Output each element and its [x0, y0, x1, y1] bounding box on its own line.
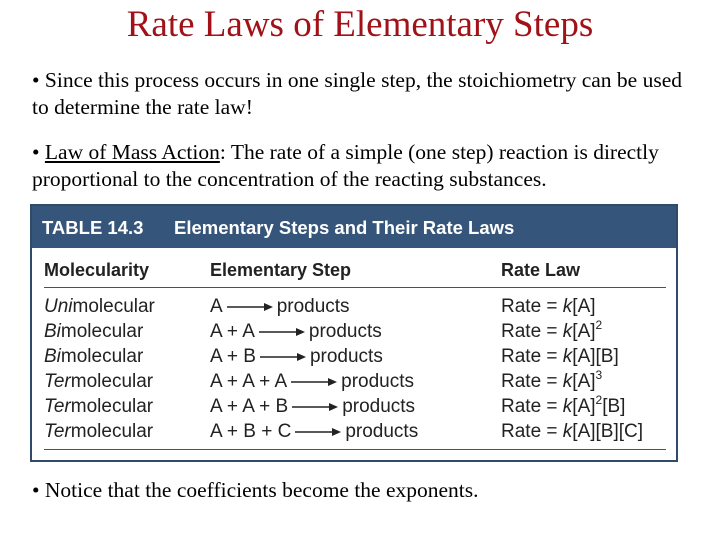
- column-header-molecularity: Molecularity: [44, 260, 150, 280]
- rate-concentration: [A]: [572, 296, 596, 317]
- rate-label: Rate =: [501, 371, 563, 392]
- column-header-rate-law: Rate Law: [501, 260, 581, 280]
- table-title: Elementary Steps and Their Rate Laws: [174, 217, 515, 238]
- molecularity-prefix: Ter: [44, 396, 71, 417]
- molecularity-suffix: molecular: [70, 371, 154, 392]
- rate-law-cell: [501, 393, 626, 418]
- molecularity-suffix: molecular: [60, 321, 144, 342]
- reaction-arrow-icon: [291, 377, 337, 387]
- molecularity-cell: [44, 421, 153, 443]
- reaction-arrow-icon: [259, 327, 305, 337]
- rate-exponent: 2: [595, 393, 603, 407]
- reaction-arrow-icon: [295, 427, 341, 437]
- molecularity-suffix: molecular: [72, 296, 155, 317]
- product: products: [309, 346, 383, 367]
- table-header-rule: [44, 287, 666, 288]
- rate-exponent: 3: [595, 368, 603, 382]
- bullet-marker: •: [32, 140, 45, 164]
- law-of-mass-action-text: : The rate of a simple (one step) reaction is directly proportional to the concentration of the reacting substances.: [32, 140, 659, 191]
- rate-label: Rate =: [501, 296, 563, 317]
- elementary-step-cell: [210, 371, 414, 393]
- rate-constant: k: [562, 346, 573, 367]
- rate-concentration: [A]: [572, 396, 596, 417]
- rate-concentration: [A]: [572, 321, 596, 342]
- molecularity-cell: [44, 396, 153, 418]
- molecularity-cell: [44, 346, 143, 368]
- molecularity-cell: [44, 321, 143, 343]
- table-header-bar: [32, 206, 676, 248]
- table-row: [32, 318, 676, 346]
- table-row: [32, 393, 676, 421]
- elementary-step-cell: [210, 421, 418, 443]
- reactants: A + A + B: [210, 396, 289, 417]
- product: products: [342, 396, 416, 417]
- molecularity-prefix: Bi: [44, 321, 61, 342]
- table-row: [32, 296, 676, 321]
- rate-law-cell: [501, 421, 643, 443]
- rate-law-cell: [501, 346, 619, 368]
- rate-constant: k: [562, 371, 573, 392]
- reaction-arrow-icon: [292, 402, 338, 412]
- elementary-step-cell: [210, 396, 415, 418]
- molecularity-suffix: molecular: [70, 396, 154, 417]
- rate-tail: [B]: [602, 396, 626, 417]
- molecularity-prefix: Ter: [44, 421, 71, 442]
- bullet-stoichiometry: • Since this process occurs in one single step, the stoichiometry can be used to determine the rate law!: [32, 68, 682, 119]
- reaction-arrow-icon: [227, 302, 273, 312]
- reactants: A + A + A: [210, 371, 288, 392]
- rate-label: Rate =: [501, 346, 563, 367]
- column-header-elementary-step: Elementary Step: [210, 260, 352, 280]
- rate-law-cell: [501, 318, 603, 343]
- table-body: [32, 296, 676, 446]
- bullet-law-of-mass-action: [32, 139, 692, 193]
- molecularity-suffix: molecular: [60, 346, 144, 367]
- reactants: A + B + C: [210, 421, 292, 442]
- reactants: A + B: [210, 346, 256, 367]
- rate-exponent: 2: [595, 318, 603, 332]
- rate-law-table: [30, 204, 678, 462]
- reactants: A: [210, 296, 223, 317]
- rate-concentration: [A]: [572, 371, 596, 392]
- rate-label: Rate =: [501, 321, 563, 342]
- table-row: [32, 346, 676, 371]
- rate-label: Rate =: [501, 421, 563, 442]
- elementary-step-cell: [210, 321, 382, 343]
- reaction-arrow-icon: [260, 352, 306, 362]
- table-row: [32, 421, 676, 446]
- molecularity-suffix: molecular: [70, 421, 154, 442]
- table-number: TABLE 14.3: [42, 217, 144, 238]
- molecularity-prefix: Ter: [44, 371, 71, 392]
- reactants: A + A: [210, 321, 255, 342]
- rate-concentration: [A][B]: [572, 346, 619, 367]
- rate-label: Rate =: [501, 396, 563, 417]
- bullet-coefficients-exponents: • Notice that the coefficients become the exponents.: [32, 478, 479, 502]
- molecularity-prefix: Bi: [44, 346, 61, 367]
- table-bottom-rule: [44, 449, 666, 450]
- law-of-mass-action-term: Law of Mass Action: [44, 140, 220, 164]
- molecularity-cell: [44, 296, 155, 318]
- rate-concentration: [A][B][C]: [572, 421, 644, 442]
- rate-law-cell: [501, 296, 596, 318]
- molecularity-cell: [44, 371, 153, 393]
- elementary-step-cell: [210, 346, 383, 368]
- rate-constant: k: [562, 321, 573, 342]
- elementary-step-cell: [210, 296, 350, 318]
- slide-title: Rate Laws of Elementary Steps: [126, 4, 594, 45]
- rate-constant: k: [562, 396, 573, 417]
- product: products: [308, 321, 382, 342]
- rate-constant: k: [562, 421, 573, 442]
- rate-constant: k: [562, 296, 573, 317]
- rate-law-cell: [501, 368, 603, 393]
- product: products: [345, 421, 419, 442]
- product: products: [341, 371, 415, 392]
- molecularity-prefix: Uni: [44, 296, 73, 317]
- table-row: [32, 368, 676, 396]
- product: products: [276, 296, 350, 317]
